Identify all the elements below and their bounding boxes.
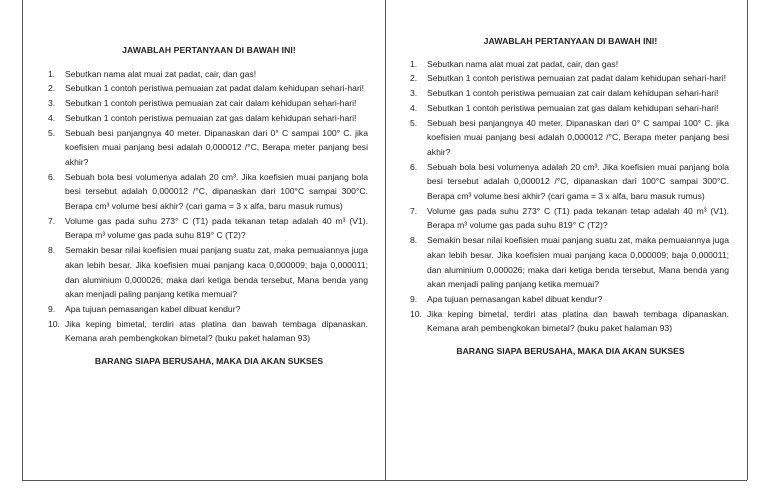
question-text: Sebutkan nama alat muai zat padat, cair, dan gas! [427, 58, 619, 69]
center-divider-line [385, 0, 386, 480]
question-number: 10. [410, 308, 422, 319]
question-item [412, 204, 729, 233]
question-number: 8. [410, 235, 418, 246]
question-item [50, 214, 368, 243]
question-item [50, 81, 368, 96]
question-number: 10. [48, 318, 60, 329]
worksheet-title: JAWABLAH PERTANYAAN DI BAWAH INI! [483, 36, 658, 46]
question-text: Jika keping bimetal, terdiri atas platina dan bawah tembaga dipanaskan. Kemana arah pembengkokan bimetal? (buku paket halaman 93) [427, 308, 729, 334]
question-text: Sebutkan 1 contoh peristiwa pemuaian zat cair dalam kehidupan sehari-hari! [427, 88, 719, 99]
right-border-line [747, 0, 748, 480]
question-number: 6. [410, 161, 418, 172]
question-number: 3. [48, 98, 56, 109]
question-text: Volume gas pada suhu 273° C (T1) pada tekanan tetap adalah 40 m³ (V1). Berapa m³ volume gas pada suhu 819° C (T2)? [65, 215, 368, 241]
question-item [412, 57, 729, 72]
motto-footer: BARANG SIAPA BERUSAHA, MAKA DIA AKAN SUKSES [456, 346, 685, 357]
question-item [50, 126, 368, 170]
question-text: Sebutkan 1 contoh peristiwa pemuaian zat gas dalam kehidupan sehari-hari! [427, 102, 719, 113]
question-number: 2. [410, 73, 418, 84]
motto-footer: BARANG SIAPA BERUSAHA, MAKA DIA AKAN SUKSES [94, 356, 324, 367]
question-number: 5. [410, 117, 418, 128]
question-item [412, 292, 729, 307]
question-text: Jika keping bimetal, terdiri atas platina dan bawah tembaga dipanaskan. Kemana arah pembengkokan bimetal? (buku paket halaman 93) [65, 318, 368, 344]
worksheet-title: JAWABLAH PERTANYAAN DI BAWAH INI! [122, 45, 296, 55]
question-text: Sebuah besi panjangnya 40 meter. Dipanaskan dari 0° C sampai 100° C. jika koefisien muai panjang besi adalah 0,000012 /°C, Berapa meter panjang besi akhir? [427, 117, 729, 157]
question-number: 5. [48, 127, 56, 138]
question-text: Sebutkan 1 contoh peristiwa pemuaian zat cair dalam kehidupan sehari-hari! [65, 98, 357, 109]
left-border-line [22, 0, 23, 480]
question-list [412, 57, 729, 336]
question-number: 6. [48, 171, 56, 182]
question-text: Apa tujuan pemasangan kabel dibuat kendur? [65, 303, 241, 314]
question-number: 7. [48, 215, 56, 226]
question-item [412, 160, 729, 204]
question-item [412, 101, 729, 116]
question-number: 9. [48, 303, 56, 314]
question-number: 4. [410, 102, 418, 113]
question-item [50, 170, 368, 214]
question-text: Semakin besar nilai koefisien muai panjang suatu zat, maka pemuaiannya juga akan lebih besar. Jika koefisien muai panjang kaca 0,000009; baja 0,000011; dan aluminium 0,000026; maka dari ketiga benda tersebut, Mana benda yang akan menjadi paling panjang ketika memuai? [65, 245, 368, 300]
question-number: 8. [48, 245, 56, 256]
question-text: Sebuah bola besi volumenya adalah 20 cm³. Jika koefisien muai panjang bola besi tersebut adalah 0,000012 /°C, dipanaskan dari 100°C sampai 300°C. Berapa cm³ volume besi akhir? (cari gama = 3 x alfa, baru masuk rumus) [427, 161, 729, 202]
question-text: Sebutkan 1 contoh peristiwa pemuaian zat gas dalam kehidupan sehari-hari! [65, 112, 357, 123]
question-item [50, 111, 368, 126]
worksheet-left [50, 43, 368, 369]
question-item [50, 67, 368, 82]
bottom-border-line [22, 480, 747, 481]
question-item [412, 307, 729, 336]
question-number: 1. [410, 58, 418, 69]
worksheet-right [412, 34, 729, 359]
question-text: Volume gas pada suhu 273° C (T1) pada tekanan tetap adalah 40 m³ (V1). Berapa m³ volume gas pada suhu 819° C (T2)? [427, 205, 729, 231]
question-item [50, 302, 368, 317]
question-text: Sebutkan 1 contoh peristiwa pemuaian zat padat dalam kehidupan sehari-hari! [65, 83, 365, 94]
question-text: Sebuah bola besi volumenya adalah 20 cm³. Jika koefisien muai panjang bola besi tersebut adalah 0,000012 /°C, dipanaskan dari 100°C sampai 300°C. Berapa cm³ volume besi akhir? (cari gama = 3 x alfa, baru masuk rumus) [65, 171, 368, 212]
question-number: 9. [410, 293, 418, 304]
question-item [412, 233, 729, 292]
question-number: 2. [48, 83, 56, 94]
question-item [412, 86, 729, 101]
question-item [412, 116, 729, 160]
question-text: Semakin besar nilai koefisien muai panjang suatu zat, maka pemuaiannya juga akan lebih besar. Jika koefisien muai panjang kaca 0,000009; baja 0,000011; dan aluminium 0,000026; maka dari ketiga benda tersebut, Mana benda yang akan menjadi paling panjang ketika memuai? [427, 235, 729, 290]
question-item [50, 317, 368, 346]
question-item [412, 71, 729, 86]
question-number: 1. [48, 68, 56, 79]
question-number: 7. [410, 205, 418, 216]
question-text: Sebuah besi panjangnya 40 meter. Dipanaskan dari 0° C sampai 100° C. jika koefisien muai panjang besi adalah 0,000012 /°C, Berapa meter panjang besi akhir? [65, 127, 368, 167]
question-number: 4. [48, 112, 56, 123]
question-text: Apa tujuan pemasangan kabel dibuat kendur? [427, 293, 603, 304]
question-list [50, 67, 368, 346]
question-text: Sebutkan nama alat muai zat padat, cair, dan gas! [65, 68, 257, 79]
question-item [50, 243, 368, 302]
question-number: 3. [410, 88, 418, 99]
question-item [50, 96, 368, 111]
question-text: Sebutkan 1 contoh peristiwa pemuaian zat padat dalam kehidupan sehari-hari! [427, 73, 727, 84]
